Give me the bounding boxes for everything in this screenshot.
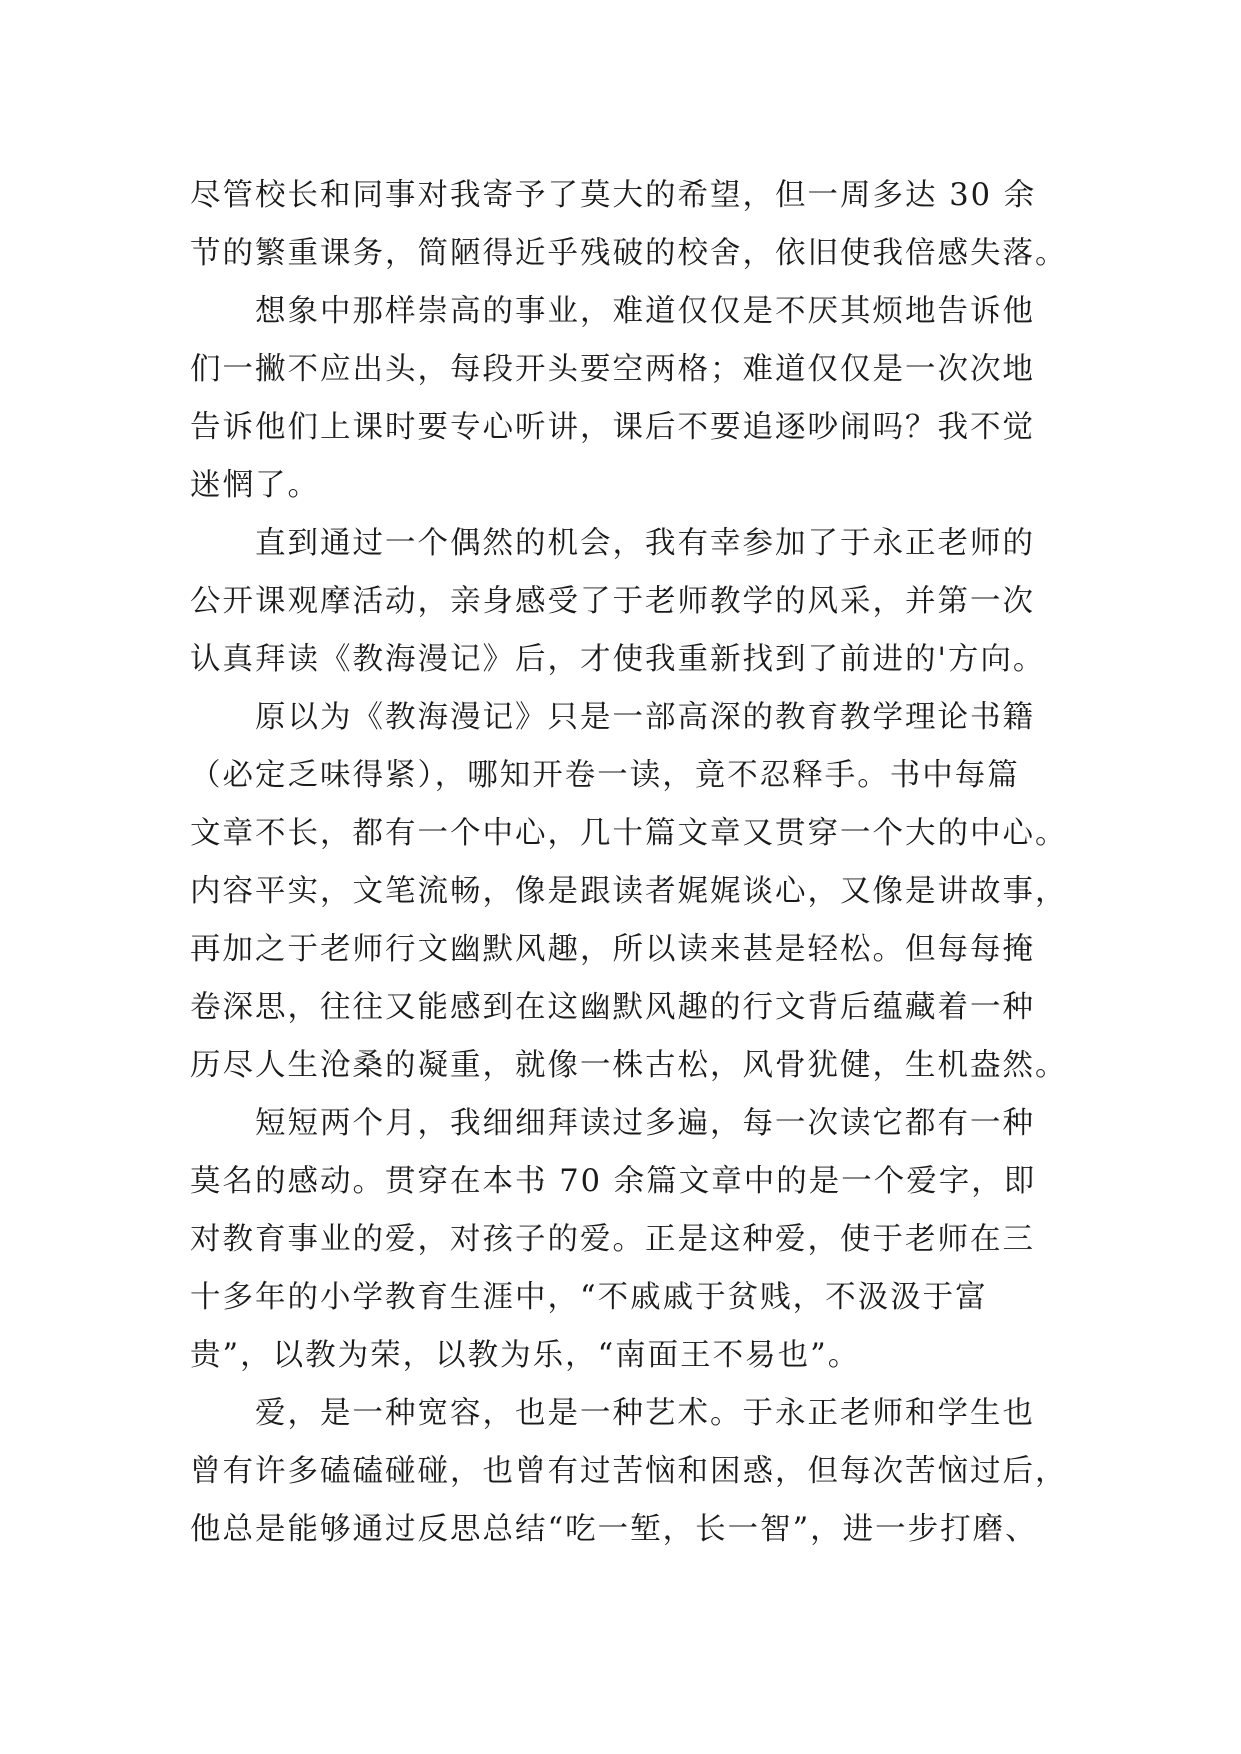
text-line: 原以为《教海漫记》只是一部高深的教育教学理论书籍 [190,700,1035,735]
text-line: 尽管校长和同事对我寄予了莫大的希望，但一周多达 30 余 [190,178,1037,213]
text-line: 莫名的感动。贯穿在本书 70 余篇文章中的是一个爱字，即 [190,1164,1037,1199]
text-line: 节的繁重课务，简陋得近乎残破的校舍，依旧使我倍感失落。 [190,236,1068,271]
text-line: 认真拜读《教海漫记》后，才使我重新找到了前进的'方向。 [190,642,1046,677]
text-line: 直到通过一个偶然的机会，我有幸参加了于永正老师的 [190,526,1035,561]
text-line: （必定乏味得紧），哪知开卷一读，竟不忍释手。书中每篇 [190,758,1020,793]
text-line: 历尽人生沧桑的凝重，就像一株古松，风骨犹健，生机盎然。 [190,1048,1068,1083]
text-line: 他总是能够通过反思总结“吃一堑，长一智”，进一步打磨、 [190,1512,1038,1547]
text-line: 卷深思，往往又能感到在这幽默风趣的行文背后蕴藏着一种 [190,990,1035,1025]
body-text [190,167,1070,1559]
text-line: 公开课观摩活动，亲身感受了于老师教学的风采，并第一次 [190,584,1035,619]
text-line: 曾有许多磕磕碰碰，也曾有过苦恼和困惑，但每次苦恼过后， [190,1454,1068,1489]
text-line: 们一撇不应出头，每段开头要空两格；难道仅仅是一次次地 [190,352,1035,387]
text-line: 十多年的小学教育生涯中，“不戚戚于贫贱，不汲汲于富 [190,1280,988,1315]
text-line: 想象中那样崇高的事业，难道仅仅是不厌其烦地告诉他 [190,294,1035,329]
text-line: 短短两个月，我细细拜读过多遍，每一次读它都有一种 [190,1106,1035,1141]
text-line: 内容平实，文笔流畅，像是跟读者娓娓谈心，又像是讲故事， [190,874,1068,909]
text-line: 告诉他们上课时要专心听讲，课后不要追逐吵闹吗？我不觉 [190,410,1035,445]
text-line: 对教育事业的爱，对孩子的爱。正是这种爱，使于老师在三 [190,1222,1035,1257]
text-line: 文章不长，都有一个中心，几十篇文章又贯穿一个大的中心。 [190,816,1068,851]
text-line: 贵”，以教为荣，以教为乐，“南面王不易也”。 [190,1338,861,1373]
text-line: 再加之于老师行文幽默风趣，所以读来甚是轻松。但每每掩 [190,932,1035,967]
text-line: 爱，是一种宽容，也是一种艺术。于永正老师和学生也 [190,1396,1035,1431]
text-line: 迷惘了。 [190,468,320,503]
